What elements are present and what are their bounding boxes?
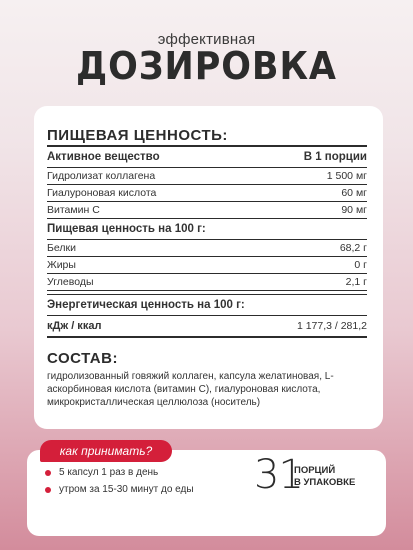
energy-row: [47, 316, 367, 338]
page-subtitle: эффективная: [157, 31, 256, 48]
row-name: Жиры: [47, 259, 76, 271]
how-badge-label: как принимать?: [59, 444, 153, 458]
table-row: [47, 274, 367, 291]
composition-text: гидролизованный говяжий коллаген, капсула желатиновая, L-аскорбиновая кислота (витамин С), гиалуроновая кислота, микрокристаллическая целлюлоза (носитель): [47, 371, 334, 408]
energy-name: кДж / ккал: [47, 320, 102, 332]
bullet-dot-icon: [45, 470, 51, 476]
portion-label-line2: В УПАКОВКЕ: [294, 477, 356, 488]
energy-value: 1 177,3 / 281,2: [296, 320, 367, 332]
row-value: 90 мг: [341, 204, 367, 216]
table-row: [47, 202, 367, 219]
header-left: Активное вещество: [47, 151, 160, 163]
list-item: [45, 464, 194, 481]
per100-title: Пищевая ценность на 100 г:: [47, 223, 206, 235]
row-name: Гиалуроновая кислота: [47, 187, 157, 199]
portion-label-line1: ПОРЦИЙ: [294, 465, 336, 476]
row-value: 1 500 мг: [326, 170, 367, 182]
table-row: [47, 168, 367, 185]
bullet-dot-icon: [45, 487, 51, 493]
how-list: [45, 464, 194, 498]
nutrition-header-row: [47, 147, 367, 168]
row-name: Гидролизат коллагена: [47, 170, 156, 182]
row-name: Белки: [47, 242, 76, 254]
row-value: 0 г: [354, 259, 367, 271]
per100-title-row: [47, 219, 367, 240]
list-item: [45, 481, 194, 498]
row-value: 2,1 г: [345, 276, 367, 288]
energy-title-row: [47, 295, 367, 316]
row-name: Витамин С: [47, 204, 100, 216]
how-badge: [40, 440, 172, 462]
portion-label: [294, 465, 355, 489]
composition-title: СОСТАВ:: [47, 350, 118, 367]
list-item-text: 5 капсул 1 раз в день: [59, 467, 159, 478]
row-name: Углеводы: [47, 276, 94, 288]
page-title: ДОЗИРОВКА: [76, 44, 337, 88]
portion-count: 31: [254, 452, 303, 498]
energy-title: Энергетическая ценность на 100 г:: [47, 299, 245, 311]
row-value: 60 мг: [341, 187, 367, 199]
header-right: В 1 порции: [303, 151, 367, 163]
table-row: [47, 240, 367, 257]
list-item-text: утром за 15-30 минут до еды: [59, 484, 194, 495]
nutrition-title: ПИЩЕВАЯ ЦЕННОСТЬ:: [47, 127, 367, 147]
table-row: [47, 185, 367, 202]
table-row: [47, 257, 367, 274]
row-value: 68,2 г: [339, 242, 367, 254]
nutrition-table: [47, 127, 367, 338]
